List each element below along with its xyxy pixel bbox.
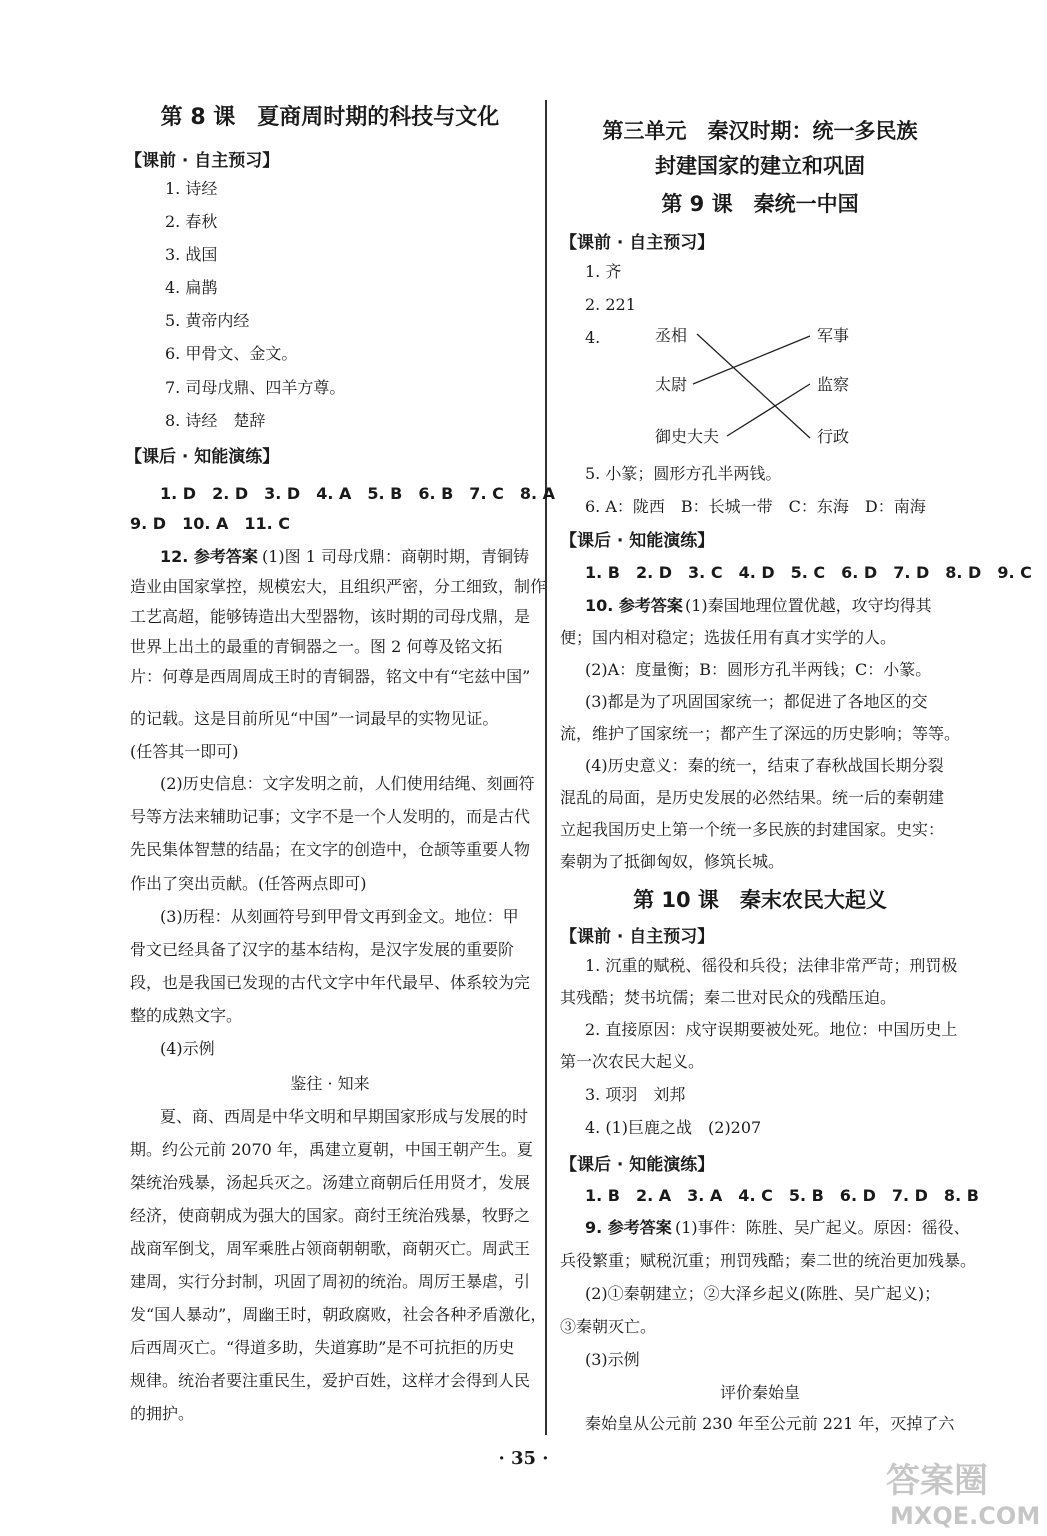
essay-line: 规律。统治者要注重民生，爱护百姓，这样才会得到人民 [130,1371,531,1390]
pre-item: 5. 小篆；圆形方孔半两钱。 [585,464,782,483]
answer-line: 兵役繁重；赋税沉重；刑罚残酷；秦二世的统治更加残暴。 [560,1251,977,1270]
answer-line: 先民集体智慧的结晶；在文字的创造中，仓颉等重要人物 [130,840,531,859]
svg-text:答案圈: 答案圈 [886,1461,988,1501]
answer-line: (3)示例 [585,1350,640,1369]
answer-line: 的记载。这是目前所见“中国”一词最早的实物见证。 [130,709,499,728]
choice-answers: 9. D 10. A 11. C [130,514,291,533]
pre-item: 2. 221 [585,295,636,314]
answer-line: 整的成熟文字。 [130,1006,243,1025]
lesson9-title: 第 9 课 秦统一中国 [661,192,859,216]
essay-line: 桀统治残暴，汤起兵灭之。汤建立商朝后任用贤才，发展 [130,1173,531,1192]
answer-line: 工艺高超，能够铸造出大型器物，该时期的司母戊鼎，是 [130,607,531,626]
pre-study-tag: 【课前 · 自主预习】 [560,233,715,253]
essay-line: 经济，使商朝成为强大的国家。商纣王统治残暴，牧野之 [130,1206,531,1225]
pre-item: 4. (1)巨鹿之战 (2)207 [585,1118,762,1137]
answer-line: (2)①秦朝建立；②大泽乡起义(陈胜、吴广起义)； [585,1284,941,1303]
pre-item: 4. 扁鹊 [165,278,218,297]
watermark-logo [880,1452,1040,1532]
pre-item: 3. 项羽 刘邦 [585,1085,686,1104]
answer-line: 世界上出土的最重的青铜器之一。图 2 何尊及铭文拓 [130,637,503,656]
svg-text:MXQE.COM: MXQE.COM [890,1502,1040,1530]
lesson8-title: 第 8 课 夏商周时期的科技与文化 [160,105,500,130]
essay-line: 夏、商、西周是中华文明和早期国家形成与发展的时 [160,1107,529,1126]
page-number: · 35 · [498,1448,549,1469]
essay-line: 期。约公元前 2070 年，禹建立夏朝，中国王朝产生。夏 [130,1140,533,1159]
essay-line: 建周，实行分封制，巩固了周初的统治。周厉王暴虐，引 [130,1272,531,1291]
answer-line: (2)历史信息：文字发明之前，人们使用结绳、刻画符 [160,774,535,793]
answer-line: 骨文已经具备了汉字的基本结构，是汉字发展的重要阶 [130,940,515,959]
pre-item: 8. 诗经 楚辞 [165,411,266,430]
pre-item: 2. 直接原因：戍守误期要被处死。地位：中国历史上 [585,1020,958,1039]
match-line [727,384,810,436]
answer-line: 立起我国历史上第一个统一多民族的封建国家。史实： [560,820,945,839]
pre-study-tag: 【课前 · 自主预习】 [125,151,280,171]
pre-item: 其残酷；焚书坑儒；秦二世对民众的残酷压迫。 [560,988,897,1007]
answer-line: 混乱的局面，是历史发展的必然结果。统一后的秦朝建 [560,788,945,807]
answer-line: 作出了突出贡献。(任答两点即可) [130,874,367,893]
pre-item: 5. 黄帝内经 [165,311,250,330]
answer-line: (3)历程：从刻画符号到甲骨文再到金文。地位：甲 [160,907,519,926]
essay-line: 战商军倒戈，周军乘胜占领商朝朝歌，商朝灭亡。周武王 [130,1239,531,1258]
match-line [693,336,810,384]
essay-line: 的拥护。 [130,1404,195,1423]
answer-line: ③秦朝灭亡。 [560,1317,657,1336]
pre-item: 6. 甲骨文、金文。 [165,344,298,363]
answer-line: 造业由国家掌控，规模宏大，且组织严密，分工细致，制作 [130,577,547,596]
unit-title: 封建国家的建立和巩固 [655,154,865,178]
pre-item: 6. A：陇西 B：长城一带 C：东海 D：南海 [585,497,926,516]
unit-title: 第三单元 秦汉时期：统一多民族 [602,119,918,143]
match-left-item: 太尉 [655,375,688,394]
answer-line: (4)历史意义：秦的统一，结束了春秋战国长期分裂 [585,756,944,775]
answer-line: (2)A：度量衡；B：圆形方孔半两钱；C：小篆。 [585,660,932,679]
essay-line: 秦始皇从公元前 230 年至公元前 221 年，灭掉了六 [585,1414,955,1433]
match-right-item: 军事 [817,326,850,345]
pre-item: 4. [585,328,601,347]
choice-answers: 1. B 2. A 3. A 4. C 5. B 6. D 7. D 8. B [585,1186,979,1205]
pre-item: 1. 诗经 [165,179,218,198]
essay-line: 发“国人暴动”，周幽王时，朝政腐败，社会各种矛盾激化， [130,1305,547,1324]
pre-item: 1. 齐 [585,262,622,281]
answer-line: 段，也是我国已发现的古代文字中年代最早、体系较为完 [130,973,531,992]
answer-line: (1)秦国地理位置优越，攻守均得其 [685,596,932,615]
pre-item: 7. 司母戊鼎、四羊方尊。 [165,378,346,397]
post-practice-tag: 【课后 · 知能演练】 [560,531,715,551]
q9-label: 9. 参考答案 [585,1218,672,1237]
essay-title: 鉴往 · 知来 [290,1074,370,1093]
answer-line: 流，维护了国家统一；都产生了深远的历史影响；等等。 [560,724,961,743]
post-practice-tag: 【课后 · 知能演练】 [560,1155,715,1175]
pre-item: 3. 战国 [165,245,218,264]
q10-label: 10. 参考答案 [585,596,683,615]
match-left-item: 御史大夫 [655,427,720,446]
post-practice-tag: 【课后 · 知能演练】 [125,447,280,467]
answer-line: (4)示例 [160,1039,215,1058]
pre-study-tag: 【课前 · 自主预习】 [560,927,715,947]
match-line [697,334,810,438]
match-left-item: 丞相 [655,326,688,345]
answer-line: (1)事件：陈胜、吴广起义。原因：徭役、 [675,1218,970,1237]
match-right-item: 监察 [817,375,850,394]
pre-item: 2. 春秋 [165,212,218,231]
lesson10-title: 第 10 课 秦末农民大起义 [633,888,887,912]
answer-line: (任答其一即可) [130,742,239,761]
answer-line: 便；国内相对稳定；选拔任用有真才实学的人。 [560,628,897,647]
essay-line: 后西周灭亡。“得道多助，失道寡助”是不可抗拒的历史 [130,1338,515,1357]
answer-line: (3)都是为了巩固国家统一；都促进了各地区的交 [585,692,928,711]
answer-line: (1)图 1 司母戊鼎：商朝时期，青铜铸 [262,547,530,566]
choice-answers: 1. B 2. D 3. C 4. D 5. C 6. D 7. D 8. D 9. C [585,563,1032,582]
matching-diagram [645,318,875,453]
essay-title: 评价秦始皇 [719,1383,800,1402]
q12-label: 12. 参考答案 [160,547,258,566]
answer-line: 片：何尊是西周周成王时的青铜器，铭文中有“宅兹中国” [130,667,531,686]
match-right-item: 行政 [817,427,850,446]
pre-item: 第一次农民大起义。 [560,1052,705,1071]
choice-answers: 1. D 2. D 3. D 4. A 5. B 6. B 7. C 8. A [160,484,555,503]
pre-item: 1. 沉重的赋税、徭役和兵役；法律非常严苛；刑罚极 [585,956,958,975]
answer-line: 号等方法来辅助记事；文字不是一个人发明的，而是古代 [130,807,531,826]
column-divider [545,100,547,1435]
answer-line: 秦朝为了抵御匈奴，修筑长城。 [560,852,785,871]
